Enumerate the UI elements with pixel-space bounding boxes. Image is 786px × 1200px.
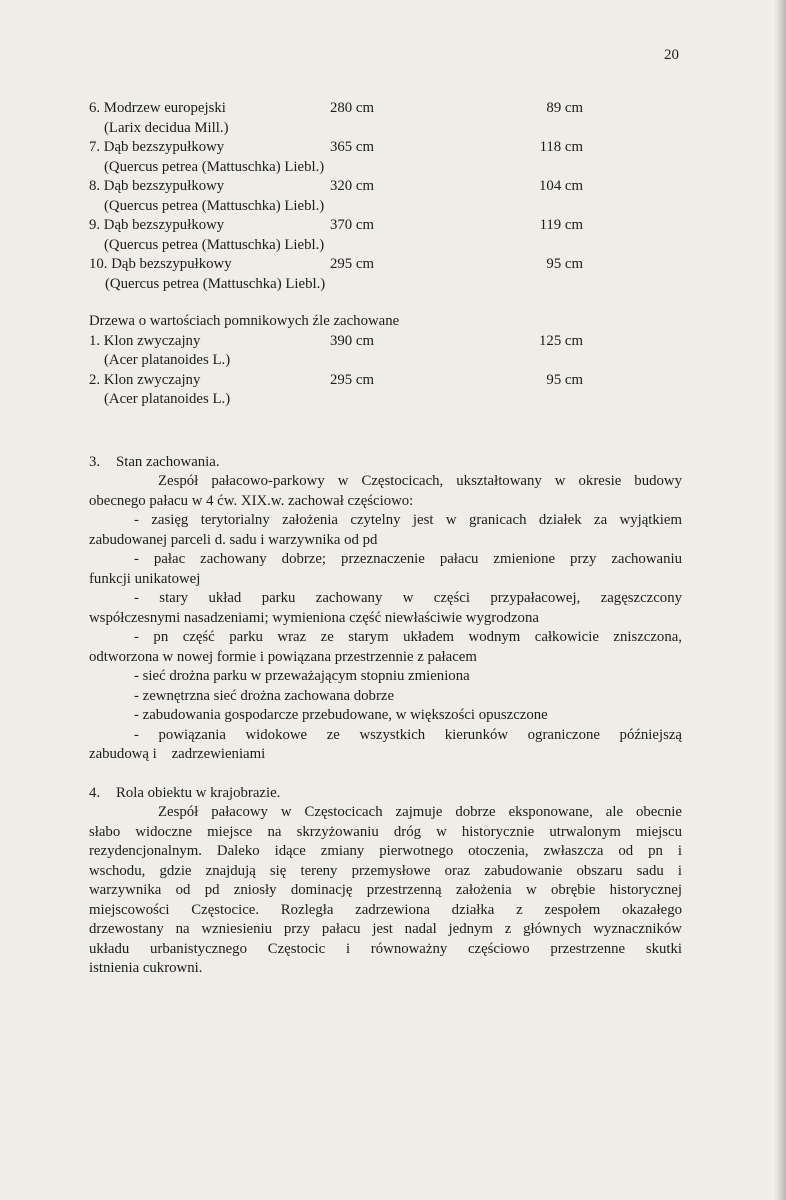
tree-entry: [89, 138, 682, 177]
tree-circumference: 104 cm: [539, 178, 583, 194]
text-line: słabo widoczne miejsce na skrzyżowaniu dróg w historycznie utrwalonym miejscu: [89, 823, 682, 840]
tree-height: 295 cm: [330, 371, 374, 388]
text-line: istnienia cukrowni.: [89, 960, 203, 976]
text-line: drzewostany na wzniesieniu przy pałacu jest nadal jednym z głównych wyznaczników: [89, 921, 682, 937]
tree-circumference: 118 cm: [539, 139, 583, 155]
text-line: wschodu, gdzie znajdują się tereny przemysłowe oraz zabudowanie obszaru sadu i: [89, 862, 682, 879]
section-number: 4.: [89, 784, 101, 801]
section-3-heading: [89, 453, 682, 473]
tree-circumference: 95 cm: [546, 371, 583, 388]
text-line: miejscowości Częstocice. Rozległa zadrzewiona działka z zespołem okazałego: [89, 901, 682, 918]
page-edge: [772, 0, 786, 1200]
text-line: - zewnętrzna sieć drożna zachowana dobrze: [134, 687, 395, 704]
tree-name: 1. Klon zwyczajny: [89, 332, 201, 349]
tree-latin-name: (Quercus petrea (Mattuschka) Liebl.): [105, 275, 326, 292]
tree-list-monumental: [89, 99, 682, 294]
text-line: - stary układ parku zachowany w części przypałacowej, zagęszczcony: [134, 590, 682, 606]
tree-height: 280 cm: [330, 100, 374, 116]
text-line: zabudowanej parceli d. sadu i warzywnika od pd: [89, 531, 378, 548]
text-line: - zasięg terytorialny założenia czytelny jest w granicach działek za wyjątkiem: [134, 512, 682, 528]
section-3-body: [89, 472, 682, 765]
text-line: - zabudowania gospodarcze przebudowane, w większości opuszczone: [134, 707, 548, 723]
tree-name: 6. Modrzew europejski: [89, 100, 226, 116]
tree-height: 295 cm: [330, 256, 374, 272]
tree-entry: [89, 177, 682, 216]
section-4-body: [89, 803, 682, 979]
text-line: odtworzona w nowej formie i powiązana przestrzennie z pałacem: [89, 648, 477, 665]
tree-name: 2. Klon zwyczajny: [89, 371, 201, 388]
text-line: funkcji unikatowej: [89, 570, 201, 587]
section-4-heading: [89, 784, 682, 804]
tree-latin-name: (Quercus petrea (Mattuschka) Liebl.): [104, 197, 325, 214]
tree-entry: [89, 99, 682, 138]
tree-name: 7. Dąb bezszypułkowy: [89, 139, 225, 155]
section-title: Rola obiektu w krajobrazie.: [116, 784, 281, 801]
text-line: - pałac zachowany dobrze; przeznaczenie pałacu zmienione przy zachowaniu: [134, 551, 682, 567]
text-line: warzywnika od pd zniosły dominację przestrzenną założenia w obrębie historycznej: [89, 882, 682, 898]
tree-entry: [89, 371, 682, 410]
text-line: Zespół pałacowo-parkowy w Częstocicach, ukształtowany w okresie budowy: [158, 473, 682, 489]
text-line: obecnego pałacu w 4 ćw. XIX.w. zachował częściowo:: [89, 492, 414, 509]
tree-circumference: 119 cm: [539, 217, 583, 233]
tree-circumference: 89 cm: [546, 100, 583, 116]
document-body: [89, 99, 682, 979]
tree-height: 365 cm: [330, 139, 374, 155]
tree-latin-name: (Acer platanoides L.): [104, 391, 231, 407]
text-line: rezydencjonalnym. Daleko idące zmiany pierwotnego otoczenia, zwłaszcza od pn i: [89, 843, 682, 859]
tree-circumference: 95 cm: [546, 256, 583, 272]
text-line: zabudową i zadrzewieniami: [89, 746, 266, 762]
tree-height: 320 cm: [330, 178, 374, 194]
section-title: Stan zachowania.: [116, 453, 220, 470]
tree-latin-name: (Quercus petrea (Mattuschka) Liebl.): [104, 236, 325, 253]
tree-entry: [89, 332, 682, 371]
tree-list-poor: [89, 332, 682, 410]
text-line: Zespół pałacowy w Częstocicach zajmuje dobrze eksponowane, ale obecnie: [158, 804, 682, 820]
tree-height: 370 cm: [330, 217, 374, 233]
tree-latin-name: (Acer platanoides L.): [104, 352, 231, 368]
text-line: współczesnymi nasadzeniami; wymieniona część niewłaściwie wygrodzona: [89, 609, 539, 626]
text-line: - powiązania widokowe ze wszystkich kierunków ograniczone późniejszą: [134, 726, 682, 743]
page-number: 20: [664, 47, 679, 63]
tree-latin-name: (Quercus petrea (Mattuschka) Liebl.): [104, 158, 325, 175]
text-line: - pn część parku wraz ze starym układem wodnym całkowicie zniszczona,: [134, 629, 682, 645]
tree-name: 9. Dąb bezszypułkowy: [89, 217, 225, 233]
tree-latin-name: (Larix decidua Mill.): [104, 119, 229, 136]
section-number: 3.: [89, 453, 101, 470]
tree-name: 8. Dąb bezszypułkowy: [89, 178, 225, 194]
text-line: układu urbanistycznego Częstocic i równoważny częściowo przestrzenne skutki: [89, 940, 682, 957]
tree-height: 390 cm: [330, 332, 374, 349]
tree-name: 10. Dąb bezszypułkowy: [89, 256, 232, 272]
tree-entry: [89, 216, 682, 255]
poor-trees-heading: Drzewa o wartościach pomnikowych źle zachowane: [89, 313, 400, 329]
tree-entry: [89, 255, 682, 294]
tree-circumference: 125 cm: [539, 332, 583, 349]
text-line: - sieć drożna parku w przeważającym stopniu zmieniona: [134, 668, 470, 684]
